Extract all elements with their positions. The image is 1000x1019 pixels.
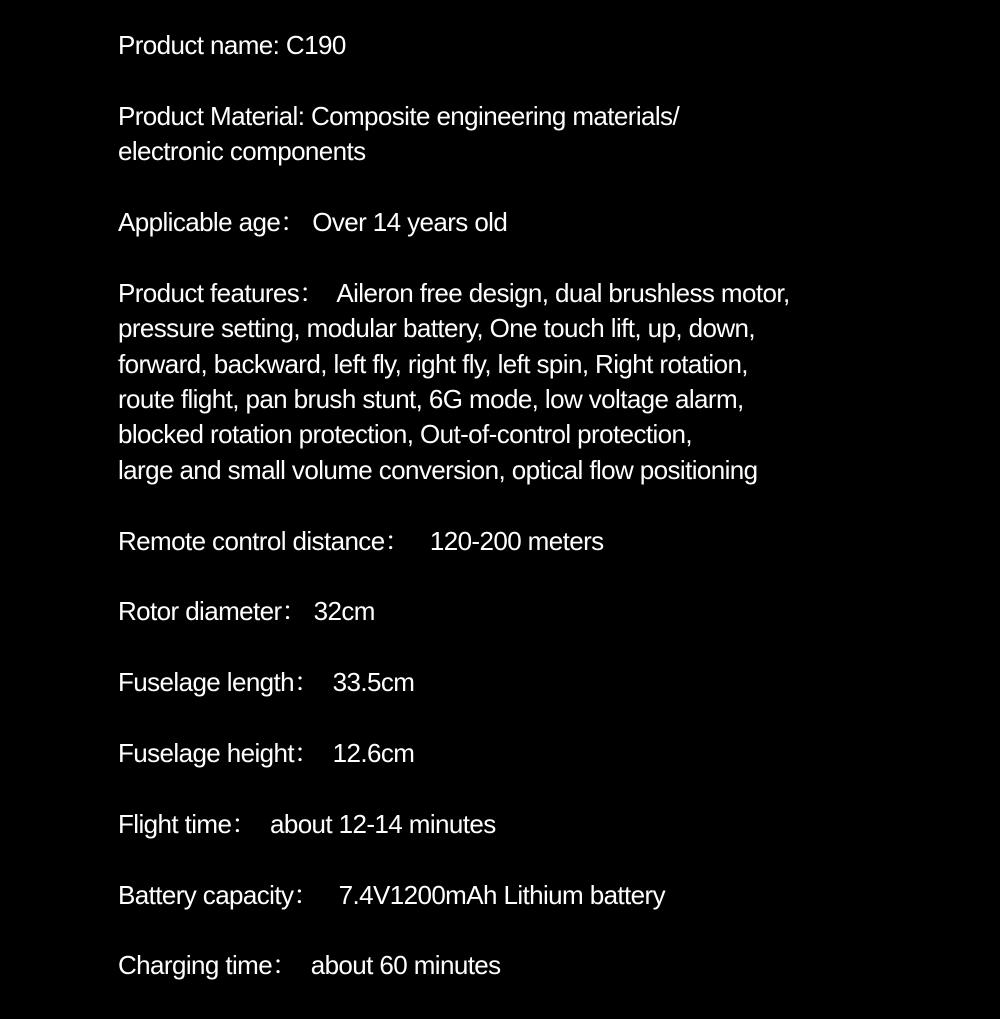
spec-sheet [118, 28, 978, 1019]
spec-value: 32cm [313, 596, 375, 627]
spec-value-line: blocked rotation protection, Out-of-control protection, [118, 419, 692, 450]
spec-battery-capacity [118, 878, 978, 913]
spec-label: Rotor diameter： [118, 596, 314, 627]
spec-label: Product Material: [118, 100, 311, 131]
spec-value: 33.5cm [332, 667, 415, 698]
spec-value-line: Composite engineering materials/ [310, 100, 680, 131]
spec-value-line: Aileron free design, dual brushless motor, [336, 277, 790, 308]
spec-value: 12.6cm [332, 738, 415, 769]
spec-value-line: route flight, pan brush stunt, 6G mode, low voltage alarm, [118, 384, 744, 415]
spec-flight-time [118, 807, 978, 842]
spec-value: about 60 minutes [310, 950, 501, 981]
spec-value-line: pressure setting, modular battery, One touch lift, up, down, [118, 313, 755, 344]
spec-charging-time [118, 948, 978, 983]
spec-fuselage-height [118, 736, 978, 771]
spec-value-line: large and small volume conversion, optical flow positioning [118, 454, 758, 485]
spec-value: about 12-14 minutes [269, 808, 496, 839]
spec-product-name [118, 28, 978, 63]
spec-value-line: electronic components [118, 136, 366, 167]
spec-value-line: forward, backward, left fly, right fly, left spin, Right rotation, [118, 348, 748, 379]
spec-value: Over 14 years old [312, 207, 508, 237]
spec-applicable-age [118, 205, 978, 240]
spec-product-material [118, 99, 978, 170]
spec-label: Remote control distance： [118, 525, 430, 556]
spec-fuselage-length [118, 665, 978, 700]
spec-remote-control-distance [118, 524, 978, 559]
spec-label: Fuselage height： [118, 738, 333, 769]
spec-value: 120-200 meters [429, 525, 604, 556]
spec-value: C190 [285, 30, 346, 60]
spec-label: Flight time： [118, 808, 270, 839]
spec-label: Charging time： [118, 950, 311, 981]
spec-rotor-diameter [118, 594, 978, 629]
spec-product-features [118, 276, 978, 488]
spec-label: Fuselage length： [118, 667, 333, 698]
spec-label: Product features： [118, 277, 337, 308]
spec-label: Product name: [118, 30, 286, 60]
spec-label: Battery capacity： [118, 879, 339, 910]
spec-value: 7.4V1200mAh Lithium battery [338, 879, 665, 910]
spec-label: Applicable age： [118, 207, 313, 237]
